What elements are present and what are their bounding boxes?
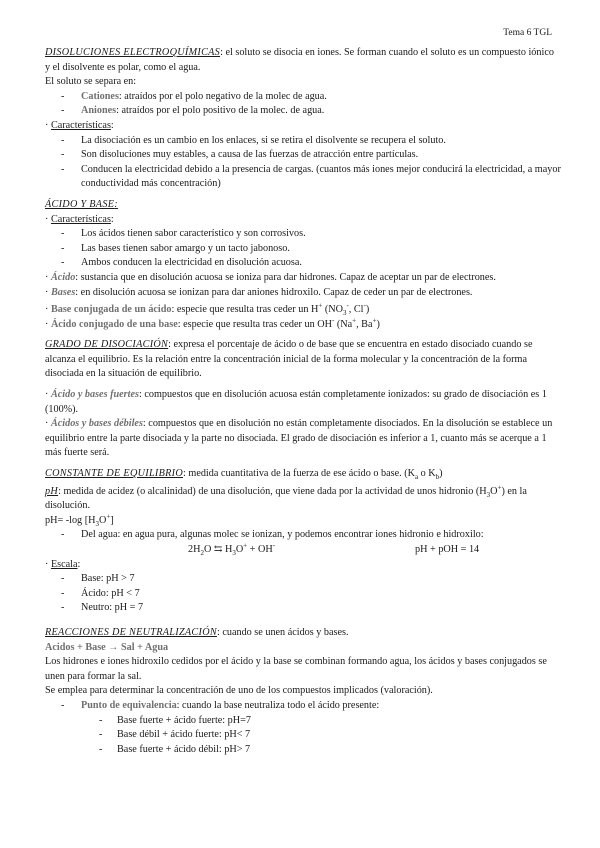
neutralization-usage: Se emplea para determinar la concentración de uno de los compuestos implicados (valoración).: [45, 685, 433, 697]
neutralization-formula: Acidos + Base → Sal + Agua: [45, 641, 169, 653]
scale-label: · Escala:: [45, 558, 81, 570]
acid-base-features-label: · Características:: [45, 213, 114, 225]
list-item: - Conducen la electricidad debido a la presencia de cargas. (cuantos más iones mejor conducirá la electricidad, a mayor conductividad más concentración): [45, 163, 561, 192]
list-item: - Son disoluciones muy estables, a causa de las fuerzas de atracción entre partículas.: [45, 148, 561, 163]
cations-item: - Cationes: atraídos por el polo negativo de la molec de agua.: [45, 90, 561, 105]
list-item: - Las bases tienen sabor amargo y un tacto jabonoso.: [45, 242, 561, 257]
neutralization-intro: REACCIONES DE NEUTRALIZACIÓN: cuando se unen ácidos y bases.: [45, 626, 349, 638]
strong-acids-definition: · Ácido y bases fuertes: compuestos que en disolución acuosa están completamente ionizados: su grado de disociación es 1 (100%).: [45, 389, 547, 415]
equilibrium-heading: CONSTANTE DE EQUILIBRIO: [45, 468, 184, 480]
separates-line: El soluto se separa en:: [45, 76, 137, 88]
water-equation: [45, 543, 561, 558]
list-item: - Los ácidos tienen sabor característico y son corrosivos.: [45, 227, 561, 242]
topic-label: Tema 6 TGL: [503, 28, 552, 38]
neutralization-paragraph: Los hidrones e iones hidroxilo cedidos por el ácido y la base se combinan formando agua, los ácidos y bases conjugados se unen para formar la sal.: [45, 656, 547, 682]
conjugate-acid-definition: · Ácido conjugado de una base: especie que resulta tras ceder un OH- (Na+, Ba+): [45, 316, 380, 330]
dissociation-heading: GRADO DE DISOCIACIÓN: [45, 339, 169, 351]
ph-definition: pH: medida de acidez (o alcalinidad) de una disolución, que viene dada por la actividad de unos hidronio $(H_3O^+)$ en la disolución.: [45, 483, 527, 512]
acid-base-heading: ÁCIDO Y BASE:: [45, 198, 118, 210]
dissolutions-heading: DISOLUCIONES ELECTROQUÍMICAS: [45, 47, 221, 58]
ph-formula: pH= -log $[H_3O^+]$: [45, 512, 114, 528]
neutralization-heading: REACCIONES DE NEUTRALIZACIÓN: [45, 626, 217, 638]
anions-item: - Aniones: atraídos por el polo positivo de la molec. de agua.: [45, 104, 561, 119]
acid-definition: · Ácido: sustancia que en disolución acuosa se ioniza para dar hidrones. Capaz de aceptar un par de electrones.: [45, 271, 496, 283]
equivalence-point: - Punto de equivalencia: cuando la base neutraliza todo el ácido presente:: [45, 699, 561, 714]
dissociation-paragraph: GRADO DE DISOCIACIÓN: expresa el porcentaje de ácido o de base que se encuentra en estado disociado cuando se alcanza el equilibrio. Es la relación entre la concentración inicial de la forma molecular y la concentración de la forma disociada en la situación de equilibrio.: [45, 339, 533, 380]
list-item: - Base fuerte + ácido fuerte: pH=7: [45, 714, 561, 729]
ionization-equation: $2H_2O$ ⇆ $H_3O^+ + OH^-$: [188, 541, 276, 558]
document-body: [45, 46, 561, 757]
conjugate-base-definition: · Base conjugada de un ácido: especie que resulta tras ceder un H+ ($NO_3^-$, Cl-): [45, 301, 370, 318]
dissolutions-intro: DISOLUCIONES ELECTROQUÍMICAS: el soluto se disocia en iones. Se forman cuando el soluto es un compuesto iónico y el disolvente es polar, como el agua.: [45, 47, 554, 73]
list-item: - La disociación es un cambio en los enlaces, si se retira el disolvente se recupera el soluto.: [45, 134, 561, 149]
list-item: - Base fuerte + ácido débil: pH> 7: [45, 743, 561, 758]
list-item: - Ácido: pH < 7: [45, 587, 561, 602]
equilibrium-constant: CONSTANTE DE EQUILIBRIO: medida cuantitativa de la fuerza de ese ácido o base. ($K_a$ o $K_b$): [45, 468, 443, 482]
list-item: - Base: pH > 7: [45, 572, 561, 587]
water-ionization: - Del agua: en agua pura, algunas molec se ionizan, y podemos encontrar iones hidronio e hidroxilo:: [45, 528, 561, 543]
weak-acids-definition: · Ácidos y bases débiles: compuestos que en disolución no están completamente disociados. En la disolución se establece un equilibrio entre la parte disociada y la parte no disociada. El grado de disociación es inferior a 1, cuanto más se acerque a 1 más fuerte será.: [45, 418, 553, 459]
dissolutions-features-label: · Características:: [45, 119, 114, 131]
list-item: - Base débil + ácido fuerte: pH< 7: [45, 728, 561, 743]
list-item: - Ambos conducen la electricidad en disolución acuosa.: [45, 256, 561, 271]
list-item: - Neutro: pH = 7: [45, 601, 561, 616]
base-definition: · Bases: en disolución acuosa se ionizan para dar aniones hidroxilo. Capaz de ceder un par de electrones.: [45, 286, 473, 298]
ph-poh-equation: pH + pOH = 14: [415, 544, 480, 555]
